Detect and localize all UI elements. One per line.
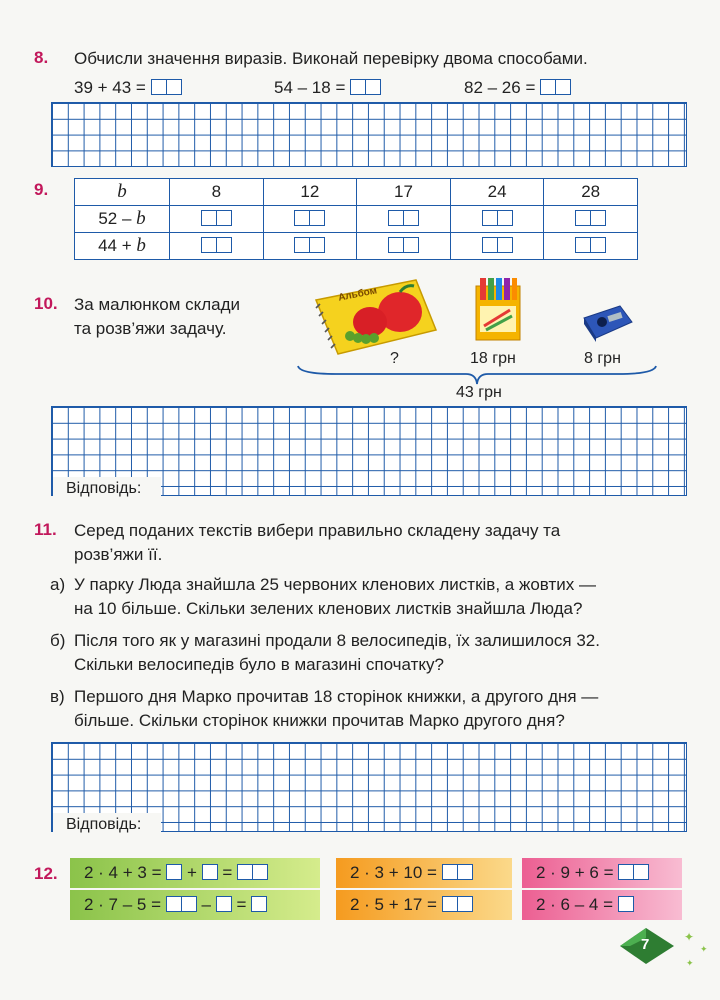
answer-box[interactable] — [310, 237, 325, 253]
table-header-value: 28 — [544, 179, 638, 206]
answer-box[interactable] — [237, 864, 253, 880]
answer-box[interactable] — [634, 864, 649, 880]
answer-box[interactable] — [388, 237, 404, 253]
answer-box[interactable] — [310, 210, 325, 226]
exercise-8-instruction: Обчисли значення виразів. Виконай перевірку двома способами. — [74, 49, 588, 68]
pink-expression-2: 2 · 6 – 4 = — [522, 890, 682, 920]
answer-box[interactable] — [618, 896, 634, 912]
answer-box[interactable] — [556, 79, 571, 95]
sharpener-picture — [580, 302, 636, 342]
exercise-11-number: 11. — [34, 520, 57, 539]
option-c-mark: в) — [50, 687, 65, 706]
answer-box[interactable] — [294, 237, 310, 253]
table-header-value: 8 — [170, 179, 264, 206]
page-number: 7 — [641, 936, 650, 953]
answer-box[interactable] — [202, 864, 218, 880]
row-label-44: 44 + b — [75, 233, 170, 260]
row-label-52: 52 – b — [75, 206, 170, 233]
exercise-10-line2: та розв’яжи задачу. — [74, 319, 227, 338]
exercise-11-line1: Серед поданих текстів вибери правильно складену задачу та — [74, 521, 561, 540]
answer-box[interactable] — [540, 79, 556, 95]
answer-box[interactable] — [404, 210, 419, 226]
answer-box[interactable] — [294, 210, 310, 226]
answer-box[interactable] — [591, 237, 606, 253]
answer-box[interactable] — [251, 896, 267, 912]
answer-box[interactable] — [253, 864, 268, 880]
answer-box[interactable] — [458, 896, 473, 912]
answer-box[interactable] — [167, 79, 182, 95]
table-header-value: 17 — [357, 179, 451, 206]
pink-expression-1: 2 · 9 + 6 = — [522, 858, 682, 888]
green-expression-1: 2 · 4 + 3 = + = — [70, 858, 320, 888]
answer-box[interactable] — [216, 896, 232, 912]
album-price: ? — [390, 350, 399, 367]
expr-8-3: 82 – 26 = — [464, 77, 571, 99]
answer-box[interactable] — [166, 896, 182, 912]
sparkle-icon: ✦ — [684, 930, 695, 944]
expr-8-2: 54 – 18 = — [274, 77, 381, 99]
exercise-11-answer-label: Відповідь: — [66, 816, 142, 833]
sparkle-icon: ✦ — [700, 944, 708, 954]
orange-expression-1: 2 · 3 + 10 = — [336, 858, 512, 888]
option-c-line2: більше. Скільки сторінок книжки прочитав Марко другого дня? — [74, 711, 565, 730]
green-expression-2: 2 · 7 – 5 = – = — [70, 890, 320, 920]
answer-box[interactable] — [217, 237, 232, 253]
total-brace — [296, 364, 658, 386]
answer-box[interactable] — [366, 79, 381, 95]
answer-box[interactable] — [575, 210, 591, 226]
album-title: Альбом — [337, 285, 378, 304]
table-header-var: b — [75, 179, 170, 206]
answer-box[interactable] — [201, 237, 217, 253]
sharpener-price: 8 грн — [584, 350, 621, 367]
answer-box[interactable] — [482, 210, 498, 226]
option-b-line1: Після того як у магазині продали 8 велосипедів, їх залишилося 32. — [74, 631, 600, 650]
exercise-9-table — [74, 178, 638, 260]
exercise-10-number: 10. — [34, 294, 58, 313]
option-a-line2: на 10 більше. Скільки зелених кленових листків знайшла Люда? — [74, 599, 583, 618]
exercise-10-answer-label: Відповідь: — [66, 480, 142, 497]
answer-box[interactable] — [482, 237, 498, 253]
option-a-line1: У парку Люда знайшла 25 червоних кленових листків, а жовтих — — [74, 575, 596, 594]
total-price: 43 грн — [456, 384, 502, 401]
exercise-8-number: 8. — [34, 48, 49, 67]
sparkle-icon: ✦ — [686, 958, 694, 968]
answer-box[interactable] — [591, 210, 606, 226]
option-c-line1: Першого дня Марко прочитав 18 сторінок книжки, а другого дня — — [74, 687, 599, 706]
answer-box[interactable] — [201, 210, 217, 226]
orange-expression-2: 2 · 5 + 17 = — [336, 890, 512, 920]
answer-box[interactable] — [458, 864, 473, 880]
table-header-value: 24 — [450, 179, 544, 206]
answer-box[interactable] — [618, 864, 634, 880]
answer-box[interactable] — [442, 864, 458, 880]
answer-box[interactable] — [498, 237, 513, 253]
exercise-12-number: 12. — [34, 864, 58, 883]
answer-box[interactable] — [442, 896, 458, 912]
answer-box[interactable] — [498, 210, 513, 226]
answer-box[interactable] — [404, 237, 419, 253]
expr-8-1: 39 + 43 = — [74, 77, 182, 99]
answer-box[interactable] — [350, 79, 366, 95]
answer-box[interactable] — [217, 210, 232, 226]
answer-box[interactable] — [575, 237, 591, 253]
answer-box[interactable] — [166, 864, 182, 880]
answer-box[interactable] — [388, 210, 404, 226]
exercise-9-number: 9. — [34, 180, 49, 199]
option-b-line2: Скільки велосипедів було в магазині спочатку? — [74, 655, 444, 674]
crayons-picture — [472, 276, 524, 342]
option-a-mark: а) — [50, 575, 66, 594]
table-header-value: 12 — [263, 179, 357, 206]
answer-box[interactable] — [182, 896, 197, 912]
answer-box[interactable] — [151, 79, 167, 95]
exercise-11-line2: розв’яжи її. — [74, 545, 163, 564]
crayons-price: 18 грн — [470, 350, 516, 367]
option-b-mark: б) — [50, 631, 66, 650]
exercise-8-grid[interactable] — [51, 102, 687, 167]
exercise-10-line1: За малюнком склади — [74, 295, 241, 314]
